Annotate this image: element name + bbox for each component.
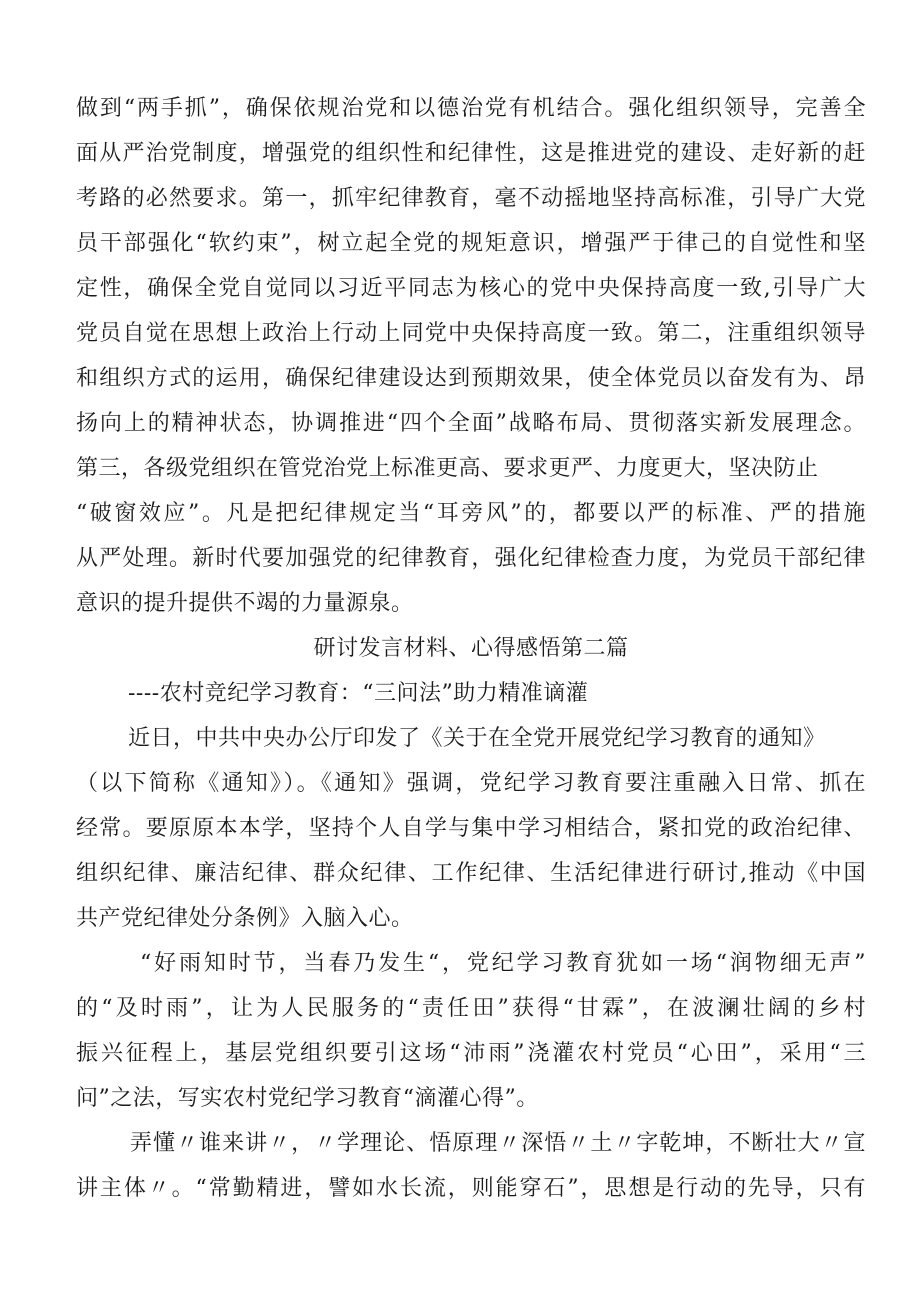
paragraph-3-line: “好雨知时节，当春乃发生“，党纪学习教育犹如一场“润物细无声” bbox=[140, 951, 866, 976]
paragraph-4-line: 弄懂〃谁来讲〃，〃学理论、悟原理〃深悟〃土〃字乾坤，不断壮大〃宣 bbox=[130, 1131, 866, 1156]
paragraph-1-line: 和组织方式的运用，确保纪律建设达到预期效果，使全体党员以奋发有为、昂 bbox=[76, 366, 866, 391]
paragraph-3-line: 振兴征程上，基层党组织要引这场“沛雨”浇灌农村党员“心田”，采用“三 bbox=[76, 1041, 866, 1066]
paragraph-1-line: 考路的必然要求。第一，抓牢纪律教育，毫不动摇地坚持高标准，引导广大党 bbox=[76, 186, 866, 211]
paragraph-1-line: 定性，确保全党自觉同以习近平同志为核心的党中央保持高度一致,引导广大 bbox=[76, 276, 866, 301]
paragraph-2-line: 经常。要原原本本学，坚持个人自学与集中学习相结合，紧扣党的政治纪律、 bbox=[76, 816, 866, 841]
paragraph-1-line: 意识的提升提供不竭的力量源泉。 bbox=[76, 591, 414, 616]
paragraph-2-line: 近日，中共中央办公厅印发了《关于在全党开展党纪学习教育的通知》 bbox=[128, 726, 826, 751]
paragraph-4-line: 讲主体〃。“常勤精进，譬如水长流，则能穿石”，思想是行动的先导，只有 bbox=[76, 1176, 866, 1201]
paragraph-1-line: 党员自觉在思想上政治上行动上同党中央保持高度一致。第二，注重组织领导 bbox=[76, 321, 866, 346]
paragraph-1-line: 扬向上的精神状态，协调推进“四个全面”战略布局、贯彻落实新发展理念。 bbox=[76, 411, 866, 436]
paragraph-3-line: 问”之法，写实农村党纪学习教育“滴灌心得”。 bbox=[76, 1086, 539, 1111]
paragraph-2-line: （以下简称《通知》）。《通知》强调，党纪学习教育要注重融入日常、抓在 bbox=[76, 771, 866, 796]
paragraph-2-line: 共产党纪律处分条例》入脑入心。 bbox=[76, 906, 414, 931]
paragraph-2-line: 组织纪律、廉洁纪律、群众纪律、工作纪律、生活纪律进行研讨,推动《中国 bbox=[76, 861, 866, 886]
section-subtitle: ----农村竞纪学习教育：“三问法”助力精准谪灌 bbox=[128, 681, 589, 706]
paragraph-1-line: 从严处理。新时代要加强党的纪律教育，强化纪律检查力度，为党员干部纪律 bbox=[76, 546, 866, 571]
paragraph-1-line: 第三，各级党组织在管党治党上标准更高、要求更严、力度更大，坚决防止 bbox=[76, 456, 819, 481]
paragraph-1-line: 做到“两手抓”，确保依规治党和以德治党有机结合。强化组织领导，完善全 bbox=[76, 96, 866, 121]
paragraph-3-line: 的“及时雨”，让为人民服务的“责任田”获得“甘霖”，在波澜壮阔的乡村 bbox=[76, 996, 866, 1021]
paragraph-1-line: “破窗效应”。凡是把纪律规定当“耳旁风”的，都要以严的标准、严的措施 bbox=[76, 501, 866, 526]
paragraph-1-line: 员干部强化“软约束”，树立起全党的规矩意识，增强严于律己的自觉性和坚 bbox=[76, 231, 866, 256]
section-title: 研讨发言材料、心得感悟第二篇 bbox=[313, 636, 629, 661]
paragraph-1-line: 面从严治党制度，增强党的组织性和纪律性，这是推进党的建设、走好新的赶 bbox=[76, 141, 866, 166]
